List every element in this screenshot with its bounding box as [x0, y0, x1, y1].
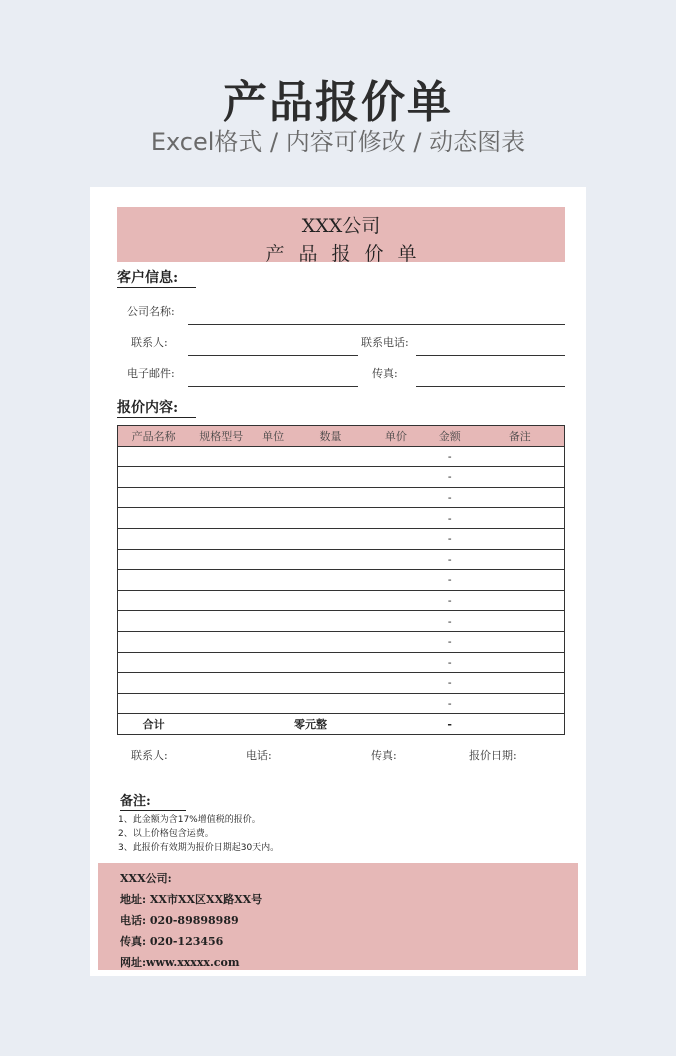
table-cell[interactable]: [293, 570, 368, 591]
table-cell[interactable]: -: [424, 570, 476, 591]
table-cell[interactable]: [189, 652, 253, 673]
table-cell[interactable]: [253, 590, 293, 611]
table-cell[interactable]: [476, 673, 565, 694]
table-cell[interactable]: [293, 446, 368, 467]
footer-fax-label: 传真:: [371, 749, 397, 762]
table-cell[interactable]: [118, 611, 190, 632]
table-cell[interactable]: [368, 508, 424, 529]
table-cell[interactable]: [476, 446, 565, 467]
note-item: 2、以上价格包含运费。: [118, 829, 214, 839]
table-cell[interactable]: [118, 693, 190, 714]
table-cell[interactable]: [293, 693, 368, 714]
table-cell[interactable]: -: [424, 631, 476, 652]
table-cell[interactable]: [368, 549, 424, 570]
table-cell[interactable]: [189, 549, 253, 570]
table-cell[interactable]: [293, 487, 368, 508]
contact-phone: 电话: 020-89898989: [120, 914, 239, 927]
table-row: [118, 693, 565, 714]
table-cell[interactable]: -: [424, 549, 476, 570]
table-cell[interactable]: -: [424, 508, 476, 529]
table-cell[interactable]: [476, 631, 565, 652]
contact-field[interactable]: [188, 355, 358, 356]
table-cell[interactable]: [368, 652, 424, 673]
table-cell[interactable]: [253, 528, 293, 549]
company-name: XXX公司: [301, 215, 381, 237]
table-cell[interactable]: [189, 487, 253, 508]
table-header-row: [118, 426, 565, 447]
table-cell[interactable]: [476, 467, 565, 488]
table-cell[interactable]: [476, 693, 565, 714]
quotation-sheet: [90, 187, 586, 976]
table-cell[interactable]: [189, 508, 253, 529]
total-label: 合计: [118, 714, 190, 735]
quote-table: [117, 425, 565, 735]
table-cell[interactable]: [368, 487, 424, 508]
table-cell[interactable]: [368, 693, 424, 714]
table-cell[interactable]: -: [424, 673, 476, 694]
column-header: 产品名称: [118, 426, 190, 447]
table-cell[interactable]: -: [424, 467, 476, 488]
note-item: 1、此金额为含17%增值税的报价。: [118, 815, 261, 825]
table-row: [118, 487, 565, 508]
table-cell[interactable]: [293, 673, 368, 694]
table-cell[interactable]: [253, 673, 293, 694]
table-row: [118, 652, 565, 673]
table-cell[interactable]: [293, 528, 368, 549]
table-cell[interactable]: [118, 446, 190, 467]
column-header: 单价: [368, 426, 424, 447]
page-hero-title: 产品报价单: [223, 77, 453, 128]
footer-phone-label: 电话:: [246, 749, 272, 762]
table-cell[interactable]: [189, 446, 253, 467]
customer-section-heading: 客户信息:: [117, 269, 196, 288]
table-cell[interactable]: [118, 631, 190, 652]
column-header: 单位: [253, 426, 293, 447]
table-cell[interactable]: [368, 631, 424, 652]
table-cell[interactable]: [189, 528, 253, 549]
table-cell[interactable]: [368, 673, 424, 694]
sheet-banner: [117, 207, 565, 265]
table-cell[interactable]: [118, 549, 190, 570]
email-field[interactable]: [188, 386, 358, 387]
table-row: [118, 590, 565, 611]
table-row: [118, 508, 565, 529]
table-row: [118, 446, 565, 467]
total-amount: -: [424, 714, 476, 735]
column-header: 规格型号: [189, 426, 253, 447]
table-cell[interactable]: [118, 467, 190, 488]
table-cell[interactable]: [476, 508, 565, 529]
table-cell[interactable]: [253, 631, 293, 652]
table-cell[interactable]: [189, 570, 253, 591]
table-cell[interactable]: [293, 611, 368, 632]
table-cell[interactable]: [476, 487, 565, 508]
table-row: [118, 467, 565, 488]
column-header: 数量: [293, 426, 368, 447]
column-header: 备注: [476, 426, 565, 447]
table-cell[interactable]: [118, 652, 190, 673]
table-cell[interactable]: [189, 631, 253, 652]
table-cell[interactable]: [476, 549, 565, 570]
company-name-field[interactable]: [188, 324, 565, 325]
table-cell[interactable]: [476, 528, 565, 549]
table-cell[interactable]: [189, 673, 253, 694]
notes-heading: 备注:: [120, 793, 186, 811]
table-cell[interactable]: [189, 611, 253, 632]
footer-date-label: 报价日期:: [469, 749, 517, 762]
table-cell[interactable]: [253, 611, 293, 632]
table-cell[interactable]: -: [424, 693, 476, 714]
contact-fax: 传真: 020-123456: [120, 935, 224, 948]
table-cell[interactable]: -: [424, 487, 476, 508]
table-cell[interactable]: [253, 487, 293, 508]
table-cell[interactable]: [368, 611, 424, 632]
table-cell[interactable]: [189, 590, 253, 611]
table-cell[interactable]: [293, 631, 368, 652]
contact-label: 联系人:: [131, 336, 168, 349]
table-row: [118, 631, 565, 652]
table-cell[interactable]: [253, 446, 293, 467]
table-cell[interactable]: [253, 467, 293, 488]
table-cell[interactable]: [476, 652, 565, 673]
table-row: [118, 528, 565, 549]
total-row: [118, 714, 565, 735]
email-label: 电子邮件:: [127, 367, 175, 380]
fax-field[interactable]: [416, 386, 565, 387]
table-cell[interactable]: [118, 673, 190, 694]
table-row: [118, 673, 565, 694]
table-cell[interactable]: [118, 508, 190, 529]
table-cell[interactable]: [368, 467, 424, 488]
table-cell[interactable]: -: [424, 446, 476, 467]
phone-label: 联系电话:: [361, 336, 409, 349]
table-cell[interactable]: [368, 570, 424, 591]
table-cell[interactable]: [118, 487, 190, 508]
table-cell[interactable]: [476, 570, 565, 591]
document-title: 产品报价单: [265, 243, 431, 265]
table-cell[interactable]: [293, 508, 368, 529]
note-item: 3、此报价有效期为报价日期起30天内。: [118, 843, 280, 853]
table-cell[interactable]: [253, 549, 293, 570]
table-cell[interactable]: [293, 467, 368, 488]
contact-company: XXX公司:: [120, 872, 172, 885]
table-cell[interactable]: [293, 590, 368, 611]
contact-website: 网址:www.xxxxx.com: [120, 956, 240, 969]
table-row: [118, 549, 565, 570]
table-cell[interactable]: -: [424, 528, 476, 549]
table-row: [118, 570, 565, 591]
table-cell[interactable]: [293, 652, 368, 673]
contact-address: 地址: XX市XX区XX路XX号: [120, 893, 263, 906]
table-row: [118, 611, 565, 632]
total-in-words: 零元整: [253, 714, 368, 735]
table-cell[interactable]: [253, 508, 293, 529]
column-header: 金额: [424, 426, 476, 447]
table-cell[interactable]: [476, 590, 565, 611]
table-cell[interactable]: -: [424, 652, 476, 673]
table-cell[interactable]: [189, 467, 253, 488]
table-cell[interactable]: -: [424, 611, 476, 632]
table-cell[interactable]: [253, 693, 293, 714]
table-cell[interactable]: [368, 590, 424, 611]
table-cell[interactable]: [253, 652, 293, 673]
footer-contact-label: 联系人:: [131, 749, 168, 762]
fax-label: 传真:: [372, 367, 398, 380]
contact-info-block: [98, 863, 578, 970]
table-cell[interactable]: -: [424, 590, 476, 611]
table-cell[interactable]: [118, 590, 190, 611]
table-cell[interactable]: [189, 693, 253, 714]
company-name-label: 公司名称:: [127, 305, 175, 318]
phone-field[interactable]: [416, 355, 565, 356]
table-cell[interactable]: [368, 528, 424, 549]
table-cell[interactable]: [293, 549, 368, 570]
table-cell[interactable]: [368, 446, 424, 467]
table-cell[interactable]: [118, 570, 190, 591]
table-cell[interactable]: [118, 528, 190, 549]
table-cell[interactable]: [476, 611, 565, 632]
table-cell[interactable]: [253, 570, 293, 591]
page-hero-subtitle: Excel格式 / 内容可修改 / 动态图表: [150, 128, 526, 156]
quote-section-heading: 报价内容:: [117, 399, 196, 418]
